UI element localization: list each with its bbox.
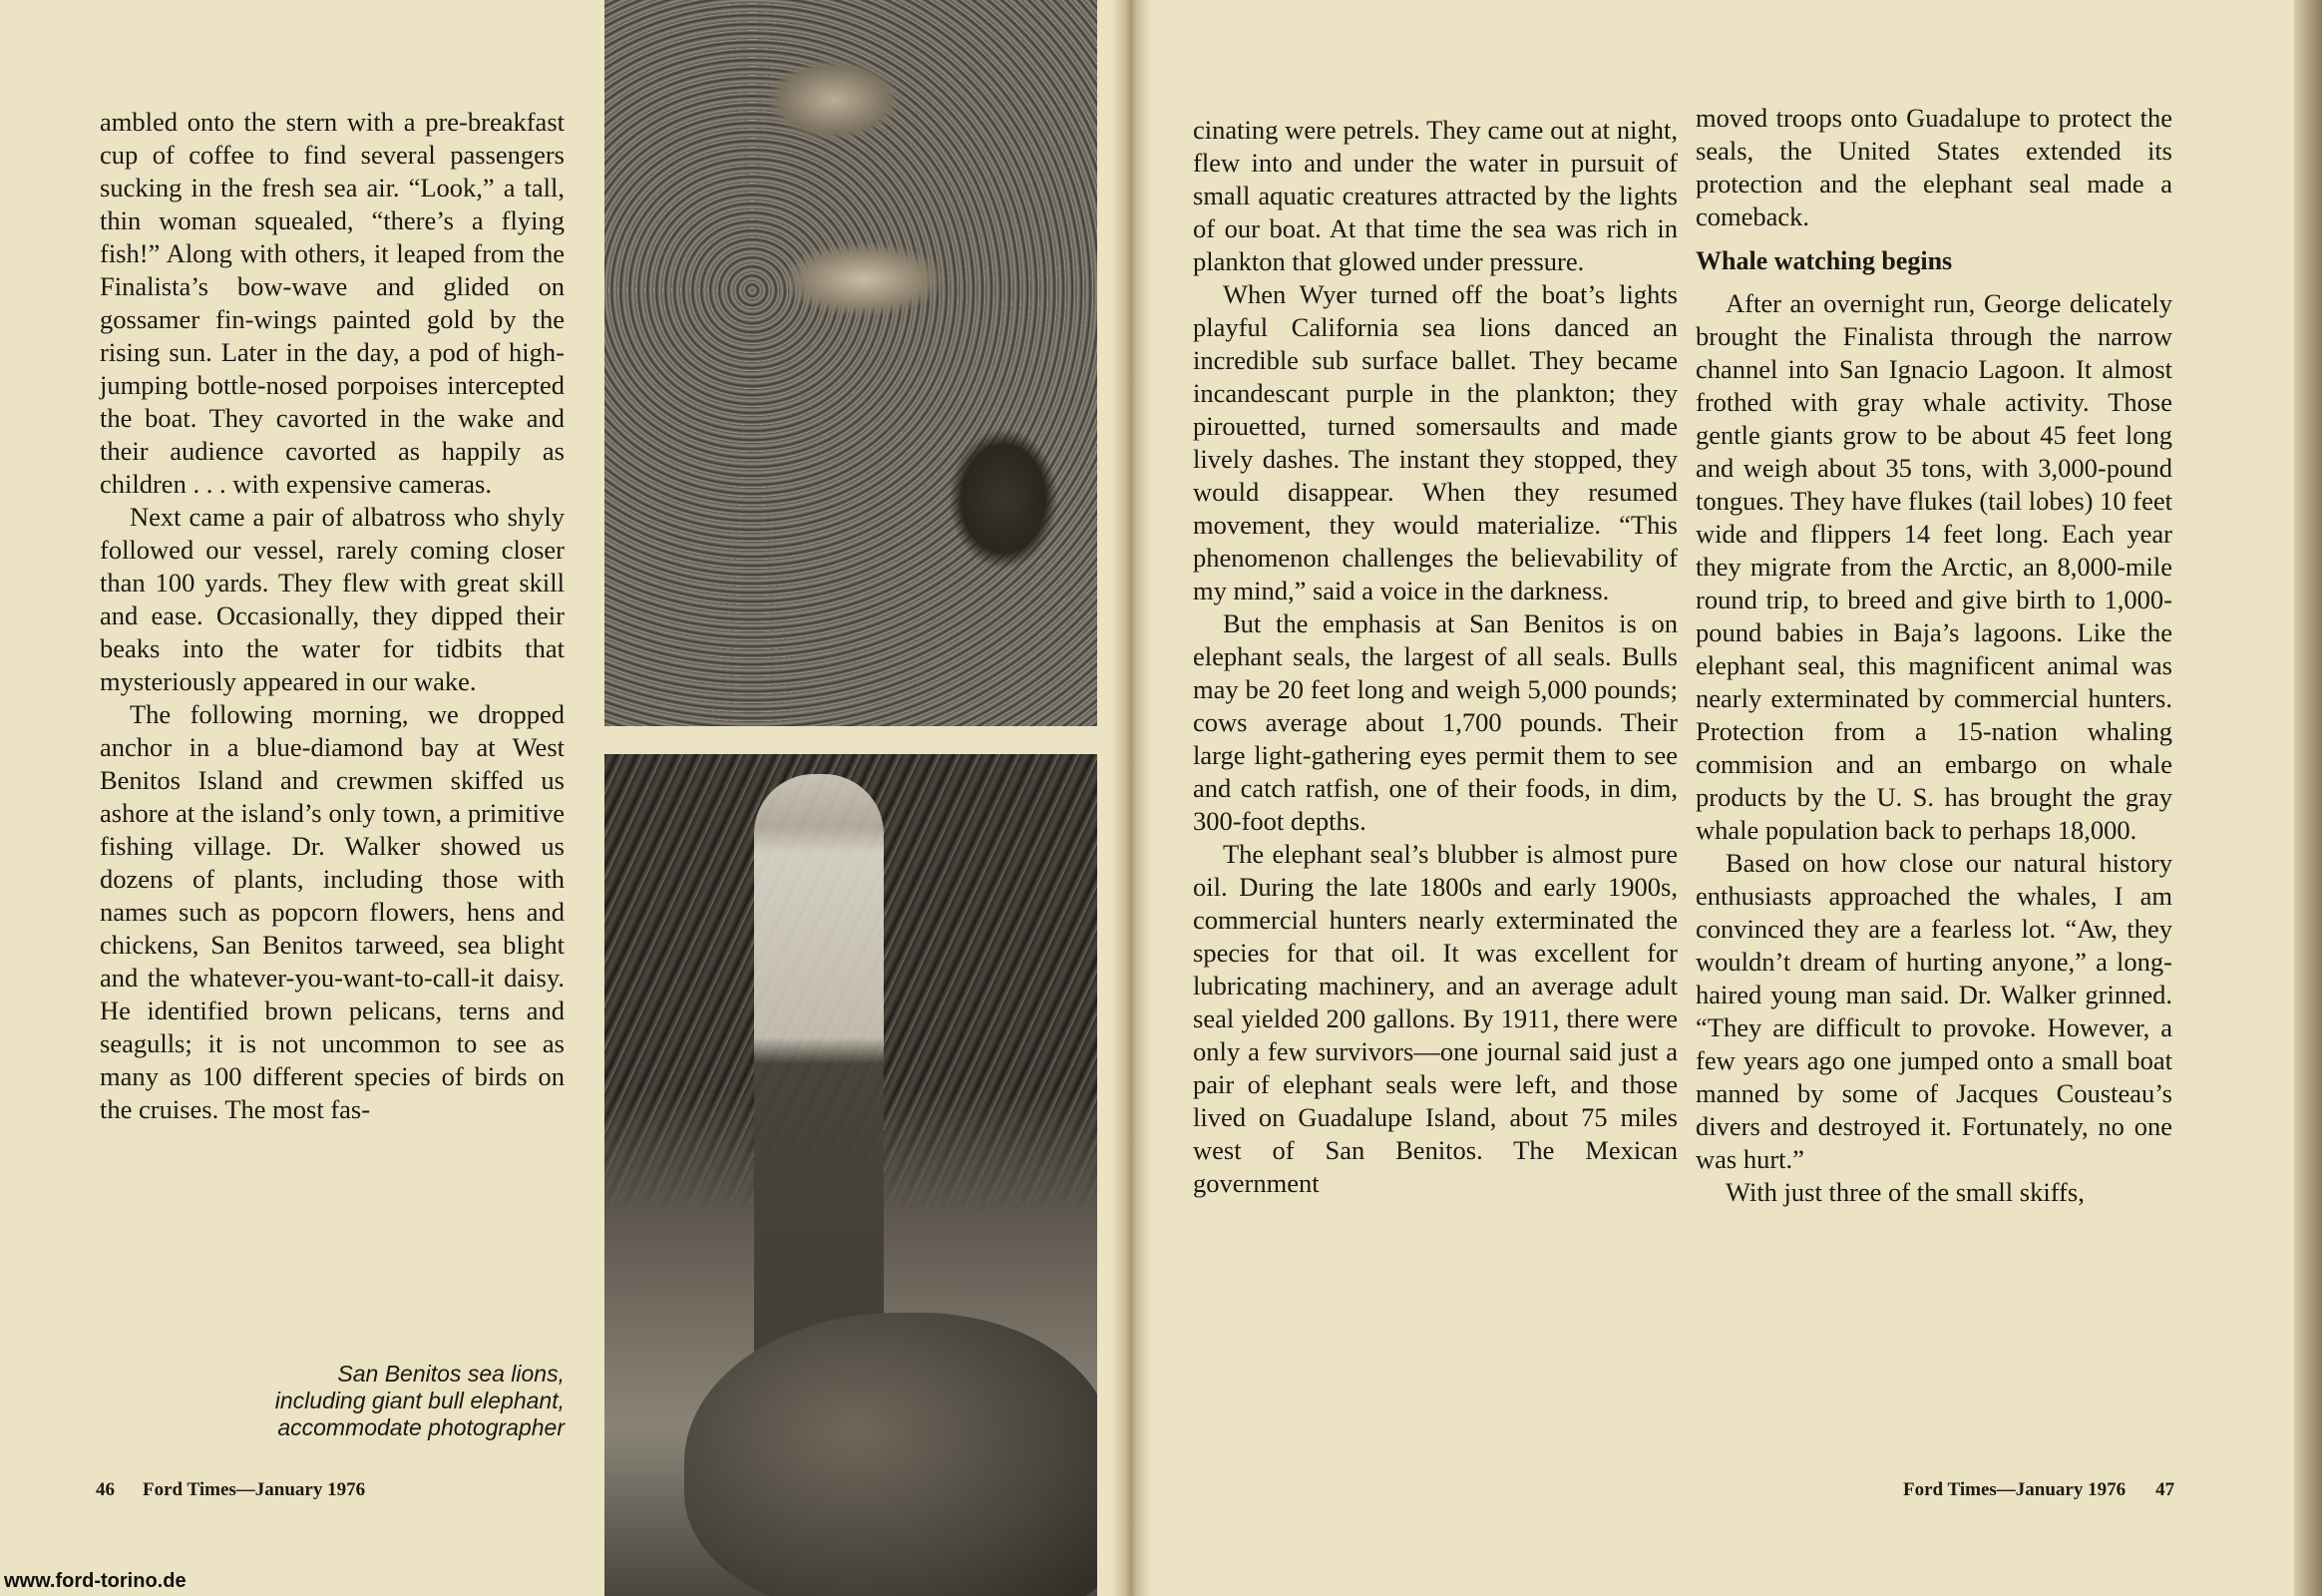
photographer-photo bbox=[604, 754, 1097, 1596]
page-edge bbox=[2294, 0, 2322, 1596]
paragraph: Based on how close our natural history enthusiasts approached the whales, I am convinced they are a fearless lot. “Aw, they wouldn’t dream of hurting anyone,” a long-haired young man said. Dr. Walker grinned. “They are difficult to provoke. However, a few years ago one jumped onto a small boat manned by some of Jacques Cousteau’s divers and destroyed it. Fortunately, no one was hurt.” bbox=[1696, 848, 2172, 1174]
elephant-seal-figure bbox=[684, 1313, 1097, 1596]
page-number: 47 bbox=[2155, 1479, 2175, 1500]
paragraph: The following morning, we dropped anchor in a blue-diamond bay at West Benitos Island and crewmen skiffed us ashore at the island’s only town, a primitive fishing village. Dr. Walker showed us dozens of plants, including those with names such as popcorn flowers, hens and chickens, San Benitos tarweed, sea blight and the whatever-you-want-to-call-it daisy. He identified brown pelicans, terns and seagulls; it is not uncommon to see as many as 100 different species of birds on the cruises. The most fas- bbox=[100, 699, 565, 1124]
paragraph: ambled onto the stern with a pre-breakfast cup of coffee to find several passengers sucking in the fresh sea air. “Look,” a tall, thin woman squealed, “there’s a flying fish!” Along with others, it leaped from the Finalista’s bow-wave and glided on gossamer fin-wings painted gold by the rising sun. Later in the day, a pod of high-jumping bottle-nosed porpoises intercepted the boat. They cavorted in the wake and their audience cavorted as happily as children . . . with expensive cameras. bbox=[100, 107, 565, 499]
section-subhead: Whale watching begins bbox=[1696, 246, 1953, 275]
sea-lions-photo bbox=[604, 0, 1097, 726]
article-column-1 bbox=[100, 106, 565, 1126]
caption-line: San Benitos sea lions, bbox=[337, 1361, 565, 1387]
site-watermark: www.ford-torino.de bbox=[4, 1570, 187, 1592]
paragraph: moved troops onto Guadalupe to protect the seals, the United States extended its protection and the elephant seal made a comeback. bbox=[1696, 103, 2172, 231]
paragraph: Next came a pair of albatross who shyly followed our vessel, rarely coming closer than 100 yards. They flew with great skill and ease. Occasionally, they dipped their beaks into the water for tidbits that mysteriously appeared in our wake. bbox=[100, 502, 565, 696]
running-footer: Ford Times—January 1976 bbox=[143, 1479, 366, 1500]
paragraph: With just three of the small skiffs, bbox=[1726, 1177, 2085, 1207]
article-column-3 bbox=[1696, 102, 2172, 1209]
right-folio bbox=[1903, 1479, 2174, 1501]
caption-line: including giant bull elephant, bbox=[274, 1388, 565, 1413]
paragraph: cinating were petrels. They came out at night, flew into and under the water in pursuit of small aquatic creatures attracted by the lights of our boat. At that time the sea was rich in plankton that glowed under pressure. bbox=[1193, 115, 1678, 276]
photo-caption bbox=[150, 1361, 565, 1441]
caption-line: accommodate photographer bbox=[277, 1414, 565, 1440]
paragraph: After an overnight run, George delicately brought the Finalista through the narrow channel into San Ignacio Lagoon. It almost frothed with gray whale activity. Those gentle giants grow to be about 45 feet long and weigh about 35 tons, with 3,000-pound tongues. They have flukes (tail lobes) 10 feet wide and flippers 14 feet long. Each year they migrate from the Arctic, an 8,000-mile round trip, to breed and give birth to 1,000-pound babies in Baja’s lagoons. Like the elephant seal, this magnificent animal was nearly exterminated by commercial hunters. Protection from a 15-nation whaling commision and an embargo on whale products by the U. S. has brought the gray whale population back to perhaps 18,000. bbox=[1696, 288, 2172, 845]
running-footer: Ford Times—January 1976 bbox=[1903, 1479, 2127, 1500]
book-gutter bbox=[1111, 0, 1151, 1596]
page-number: 46 bbox=[96, 1479, 115, 1500]
left-folio bbox=[96, 1479, 365, 1501]
paragraph: The elephant seal’s blubber is almost pure oil. During the late 1800s and early 1900s, commercial hunters nearly exterminated the species for that oil. It was excellent for lubricating machinery, and an average adult seal yielded 200 gallons. By 1911, there were only a few survivors—one journal said just a pair of elephant seals were left, and those lived on Guadalupe Island, about 75 miles west of San Benitos. The Mexican government bbox=[1193, 839, 1678, 1198]
paragraph: When Wyer turned off the boat’s lights playful California sea lions danced an incredible sub surface ballet. They became incandescant purple in the plankton; they pirouetted, turned somersaults and made lively dashes. The instant they stopped, they would disappear. When they resumed movement, they would materialize. “This phenomenon challenges the believability of my mind,” said a voice in the darkness. bbox=[1193, 279, 1678, 605]
article-column-2 bbox=[1193, 114, 1678, 1200]
paragraph: But the emphasis at San Benitos is on elephant seals, the largest of all seals. Bulls may be 20 feet long and weigh 5,000 pounds; cows average about 1,700 pounds. Their large light-gathering eyes permit them to see and catch ratfish, one of their foods, in dim, 300-foot depths. bbox=[1193, 608, 1678, 836]
